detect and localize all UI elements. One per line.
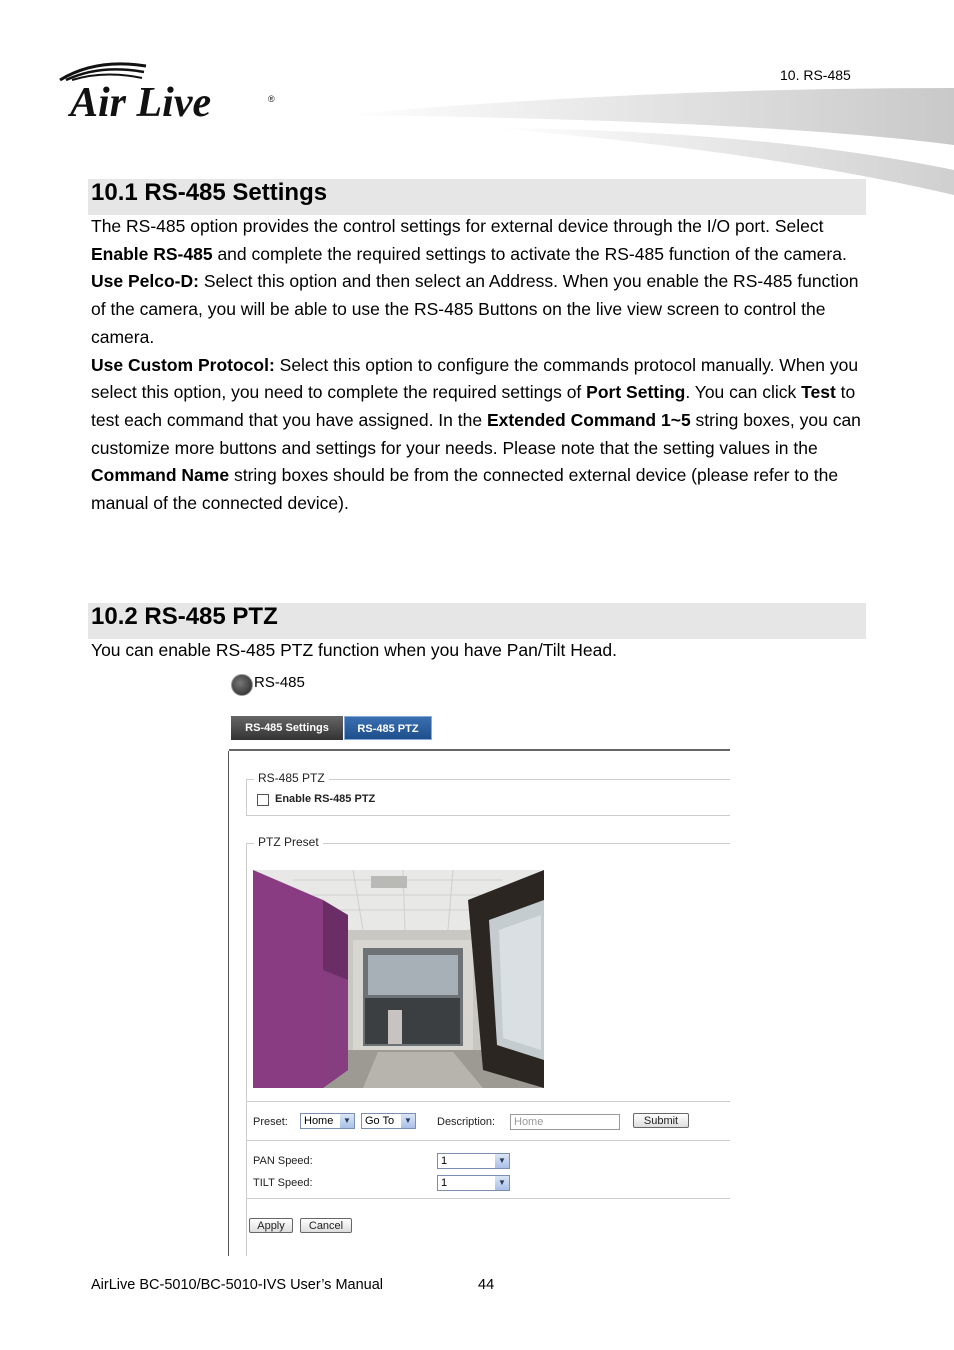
chevron-down-icon: ▼ — [495, 1154, 509, 1168]
paragraph: The RS-485 option provides the control settings for external device through the I/O port. Select Enable RS-485 and complete the required settings to activate the RS-485 function of the camera. — [91, 216, 847, 264]
goto-select[interactable] — [361, 1113, 416, 1129]
pan-speed-select[interactable] — [437, 1153, 510, 1169]
preset-label: Preset: — [253, 1116, 288, 1128]
paragraph: Use Custom Protocol: Select this option to configure the commands protocol manually. When you select this option, you need to complete the required settings of Port Setting. You can click Test to test each command that you have assigned. In the Extended Command 1~5 string boxes, you can customize more buttons and settings for your needs. Please note that the setting values in the Command Name string boxes should be from the connected external device (please refer to the manual of the connected device). — [91, 354, 861, 514]
cancel-button[interactable]: Cancel — [300, 1218, 352, 1233]
page-number: 44 — [478, 1277, 495, 1293]
enable-rs485-ptz-checkbox[interactable] — [257, 794, 269, 806]
preset-select-value: Home — [304, 1115, 334, 1127]
chevron-down-icon: ▼ — [401, 1114, 415, 1128]
description-input[interactable]: Home — [510, 1114, 620, 1130]
goto-select-value: Go To — [365, 1115, 395, 1127]
camera-preview-image — [253, 870, 544, 1088]
chevron-down-icon: ▼ — [340, 1114, 354, 1128]
section-title-rs485-settings: 10.1 RS-485 Settings — [91, 179, 328, 206]
tab-rs485-ptz[interactable]: RS-485 PTZ — [344, 716, 432, 740]
rs485-ptz-legend: RS-485 PTZ — [254, 771, 329, 785]
section1-body — [91, 213, 871, 518]
content-left-border — [228, 751, 229, 1256]
camera-icon — [231, 674, 253, 696]
tilt-speed-value: 1 — [441, 1177, 448, 1189]
tab-underline — [229, 749, 730, 751]
preset-select[interactable] — [300, 1113, 355, 1129]
tab-rs485-settings[interactable]: RS-485 Settings — [231, 716, 343, 740]
pan-speed-value: 1 — [441, 1155, 448, 1167]
svg-text:Air Live: Air Live — [70, 80, 212, 126]
ui-page-title: RS-485 — [254, 674, 305, 691]
header-swoosh-graphic — [340, 80, 954, 195]
submit-button[interactable]: Submit — [633, 1113, 689, 1128]
divider — [246, 1101, 730, 1102]
airlive-logo — [56, 58, 286, 128]
apply-button[interactable]: Apply — [249, 1218, 293, 1233]
paragraph: Use Pelco-D: Select this option and then select an Address. When you enable the RS-485 function of the camera, you will be able to use the RS-485 Buttons on the live view screen to control the camera. — [91, 271, 859, 347]
enable-rs485-ptz-label: Enable RS-485 PTZ — [275, 793, 376, 805]
chapter-label: 10. RS-485 — [780, 67, 851, 83]
pan-speed-label: PAN Speed: — [253, 1155, 313, 1167]
tilt-speed-label: TILT Speed: — [253, 1177, 313, 1189]
divider — [246, 1140, 730, 1141]
ptz-preset-legend: PTZ Preset — [254, 835, 323, 849]
svg-text:®: ® — [268, 94, 275, 104]
description-label: Description: — [437, 1116, 496, 1128]
footer-manual-title: AirLive BC-5010/BC-5010-IVS User’s Manual — [91, 1277, 384, 1293]
section2-intro: You can enable RS-485 PTZ function when you have Pan/Tilt Head. — [91, 640, 617, 660]
chevron-down-icon: ▼ — [495, 1176, 509, 1190]
tilt-speed-select[interactable] — [437, 1175, 510, 1191]
section-title-rs485-ptz: 10.2 RS-485 PTZ — [91, 603, 278, 630]
divider — [246, 1198, 730, 1199]
